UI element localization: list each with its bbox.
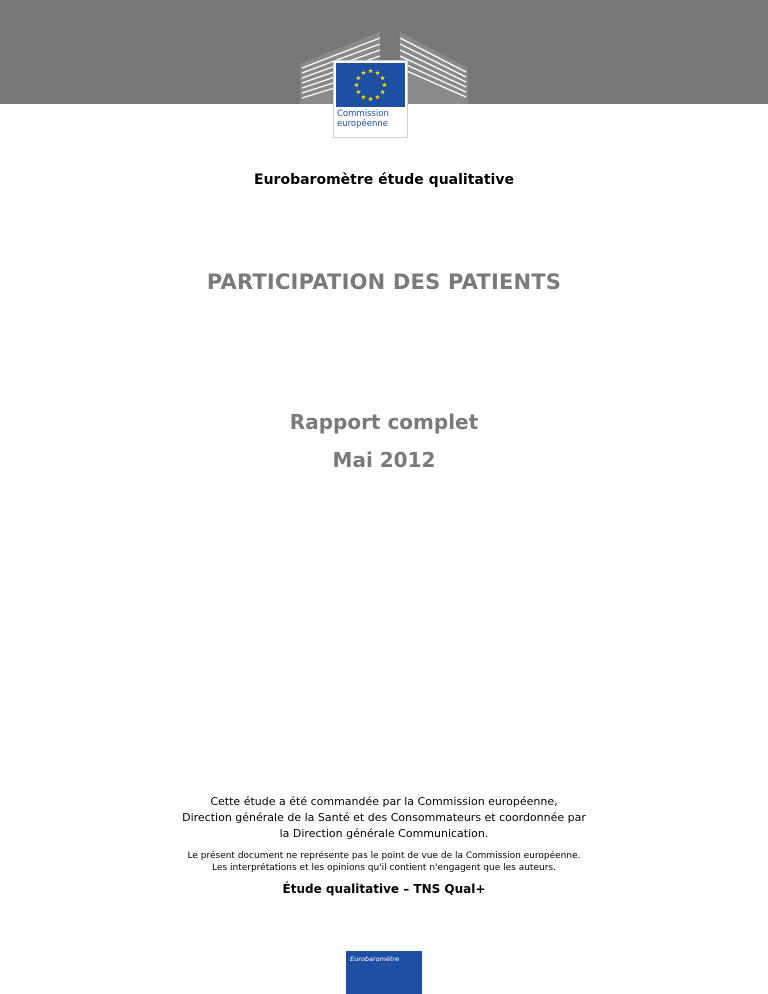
eu-star-icon [380, 89, 385, 94]
eu-star-icon [380, 75, 385, 80]
eu-flag-icon [336, 63, 405, 107]
logo-line-1: Commission [337, 109, 389, 119]
commission-logo-text [337, 109, 407, 129]
eurobarometre-badge [346, 951, 422, 994]
disclaimer [0, 850, 768, 874]
disclaimer-line: Le présent document ne représente pas le point de vue de la Commission européenne. [187, 851, 581, 861]
disclaimer-line: Les interprétations et les opinions qu'il contient n'engagent que les auteurs. [212, 863, 556, 873]
eu-star-icon [361, 70, 366, 75]
logo-line-2: européenne [337, 119, 388, 129]
commission-line: Direction générale de la Santé et des Consommateurs et coordonnée par [182, 811, 586, 824]
eu-star-icon [356, 89, 361, 94]
eu-star-icon [375, 70, 380, 75]
commission-line: la Direction générale Communication. [279, 827, 489, 840]
eu-star-icon [368, 96, 373, 101]
series-subtitle: Eurobaromètre étude qualitative [254, 172, 514, 188]
report-type: Rapport complet [289, 410, 479, 434]
eu-star-icon [375, 95, 380, 100]
study-label: Étude qualitative – TNS Qual+ [282, 882, 486, 896]
eu-star-icon [368, 68, 373, 73]
eu-star-icon [382, 82, 387, 87]
commission-line: Cette étude a été commandée par la Commission européenne, [210, 795, 558, 808]
document-title: PARTICIPATION DES PATIENTS [206, 270, 562, 294]
report-date: Mai 2012 [332, 448, 436, 472]
eu-star-icon [361, 95, 366, 100]
eurobarometre-badge-label: Eurobaromètre [350, 955, 400, 963]
eu-star-icon [356, 75, 361, 80]
eu-star-icon [354, 82, 359, 87]
commission-statement [0, 794, 768, 842]
